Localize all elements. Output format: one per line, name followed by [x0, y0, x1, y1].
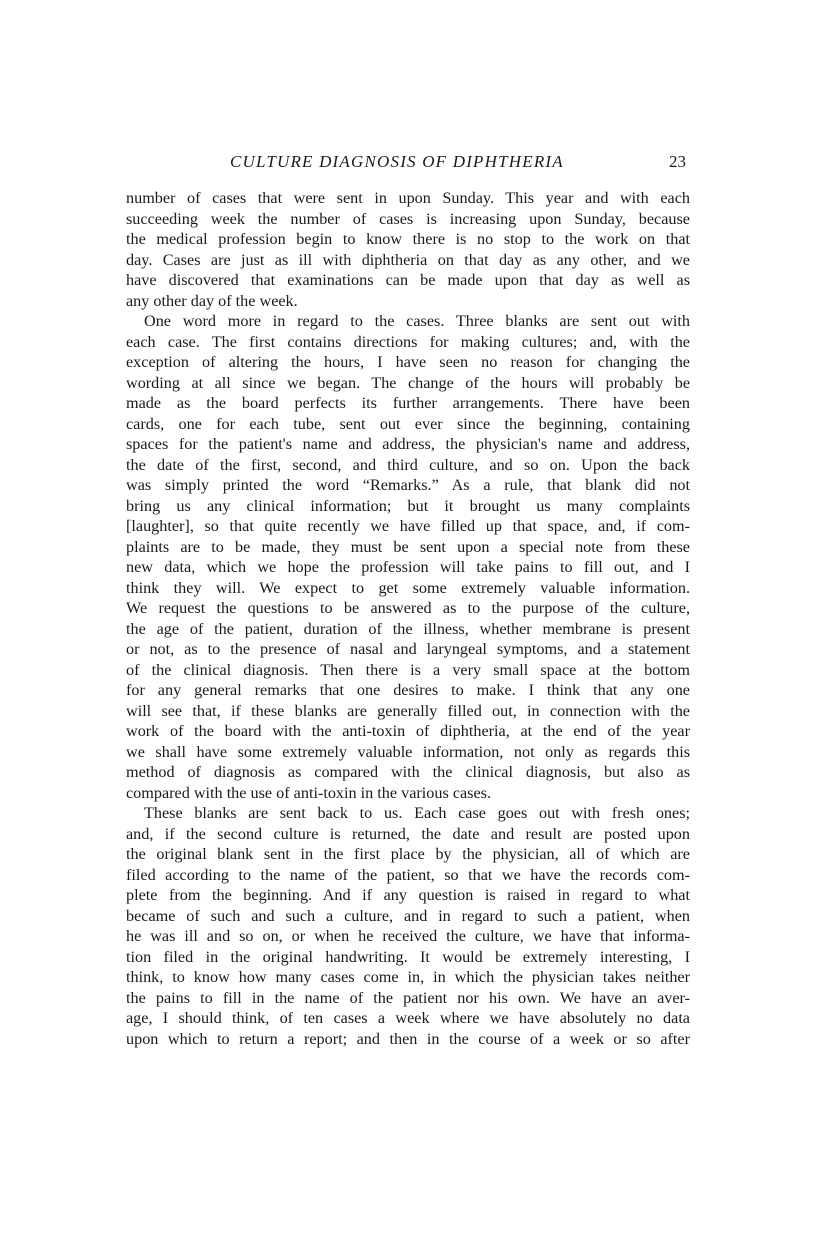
text-line: wording at all since we began. The change of the hours will probably be — [126, 373, 690, 392]
text-line: the medical profession begin to know there is no stop to the work on that — [126, 230, 690, 248]
text-line: or not, as to the presence of nasal and laryngeal symptoms, and a statement — [126, 640, 690, 658]
text-line: will see that, if these blanks are generally filled out, in connection with the — [126, 701, 690, 720]
text-line: have discovered that examinations can be made upon that day as well as — [126, 271, 690, 289]
text-line: We request the questions to be answered as to the purpose of the culture, — [126, 599, 690, 617]
text-line: One word more in regard to the cases. Three blanks are sent out with — [144, 312, 690, 330]
text-line: compared with the use of anti-toxin in the various cases. — [126, 783, 492, 802]
text-line: spaces for the patient's name and address, the physician's name and address, — [126, 435, 690, 453]
text-line: we shall have some extremely valuable information, not only as regards this — [126, 742, 690, 761]
text-line: day. Cases are just as ill with diphtheria on that day as any other, and we — [126, 250, 690, 269]
text-line: the age of the patient, duration of the illness, whether membrane is present — [126, 619, 690, 638]
text-line: became of such and such a culture, and in regard to such a patient, when — [126, 906, 690, 925]
text-line: new data, which we hope the profession will take pains to fill out, and I — [126, 558, 690, 576]
text-line: made as the board perfects its further arrangements. There have been — [126, 394, 690, 412]
text-line: the date of the first, second, and third culture, and so on. Upon the back — [126, 455, 690, 474]
text-line: each case. The first contains directions for making cultures; and, with the — [126, 332, 690, 351]
text-line: age, I should think, of ten cases a week where we have absolutely no data — [126, 1009, 690, 1027]
text-line: bring us any clinical information; but it brought us many complaints — [126, 496, 690, 515]
text-line: think, to know how many cases come in, in which the physician takes neither — [126, 968, 690, 986]
text-line: and, if the second culture is returned, the date and result are posted upon — [126, 824, 690, 843]
text-line: tion filed in the original handwriting. It would be extremely interesting, I — [126, 947, 690, 966]
text-line: the original blank sent in the first place by the physician, all of which are — [126, 845, 690, 863]
text-line: upon which to return a report; and then in the course of a week or so after — [126, 1029, 690, 1048]
text-line: the pains to fill in the name of the patient nor his own. We have an aver- — [126, 988, 690, 1007]
text-line: of the clinical diagnosis. Then there is a very small space at the bottom — [126, 660, 690, 679]
text-line: number of cases that were sent in upon Sunday. This year and with each — [126, 189, 690, 207]
text-line: cards, one for each tube, sent out ever since the beginning, containing — [126, 414, 690, 433]
text-line: plete from the beginning. And if any question is raised in regard to what — [126, 886, 690, 904]
page-number: 23 — [669, 152, 686, 171]
text-line: any other day of the week. — [126, 291, 298, 310]
text-line: for any general remarks that one desires to make. I think that any one — [126, 681, 690, 699]
text-line: he was ill and so on, or when he received the culture, we have that informa- — [126, 927, 690, 945]
text-line: work of the board with the anti-toxin of diphtheria, at the end of the year — [126, 722, 690, 740]
text-line: filed according to the name of the patient, so that we have the records com- — [126, 865, 690, 884]
text-line: was simply printed the word “Remarks.” As a rule, that blank did not — [126, 476, 690, 494]
running-title: CULTURE DIAGNOSIS OF DIPHTHERIA — [230, 152, 564, 171]
body-text — [126, 188, 690, 1049]
text-line: [laughter], so that quite recently we have filled up that space, and, if com- — [126, 517, 690, 535]
text-line: plaints are to be made, they must be sent upon a special note from these — [126, 537, 690, 556]
text-line: These blanks are sent back to us. Each case goes out with fresh ones; — [144, 804, 690, 822]
text-line: think they will. We expect to get some extremely valuable information. — [126, 578, 690, 597]
running-head — [126, 152, 686, 176]
text-line: succeeding week the number of cases is increasing upon Sunday, because — [126, 209, 690, 228]
text-line: method of diagnosis as compared with the clinical diagnosis, but also as — [126, 763, 690, 781]
text-line: exception of altering the hours, I have seen no reason for changing the — [126, 353, 690, 371]
